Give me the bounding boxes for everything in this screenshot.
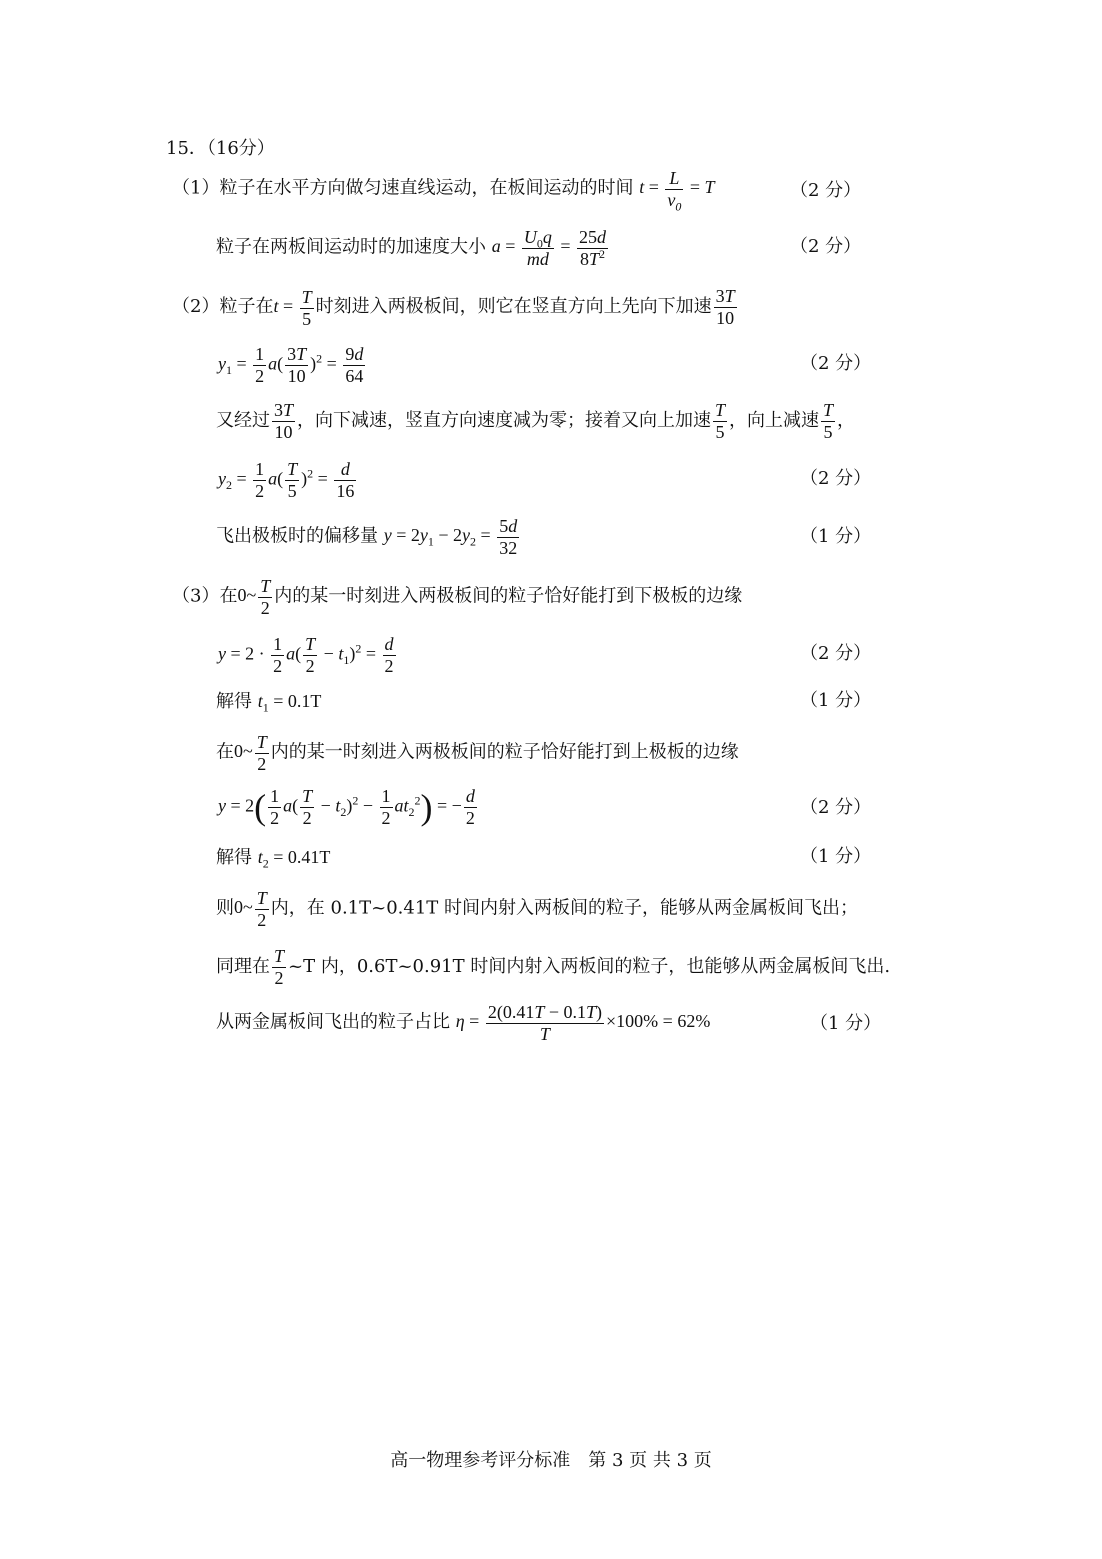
solve1-score: （1 分） (800, 690, 872, 711)
solve1-label: 解得 (216, 691, 252, 712)
accel-text: 粒子在两板间运动时的加速度大小 (216, 236, 486, 258)
eq2-score: （2 分） (800, 797, 872, 818)
then-b: 内，在 0.1T~0.41T 时间内射入两板间的粒子，能够从两金属板间飞出； (270, 897, 859, 919)
again-duration-1: $\frac{3T}{10}$ (274, 400, 294, 442)
ratio-result: ×100% = 62% (606, 1011, 711, 1032)
ratio-text: 从两金属板间飞出的粒子占比 (216, 1011, 450, 1033)
again-a: 又经过 (216, 410, 270, 432)
ratio-line (216, 1002, 710, 1044)
solve1-line: 解得 $t_1 = 0.1T$ (216, 691, 322, 715)
part3-text-c: 在 (216, 741, 234, 763)
solve2-score: （1 分） (800, 846, 872, 867)
again-duration-3: $\frac{T}{5}$ (823, 400, 834, 442)
part1-line2 (216, 227, 610, 269)
time-formula: t = $\frac{L}{v_0}$ = T (639, 168, 715, 214)
same-a: 同理在 (216, 956, 270, 978)
offset-line (216, 516, 521, 558)
again-duration-2: $\frac{T}{5}$ (715, 400, 726, 442)
y2-equation: $y_2$ = $\frac{1}{2}$ a( $\frac{T}{5}$ )$^2$ = $\frac{d}{16}$ (218, 459, 355, 501)
same-line: 同理在 $\frac{T}{2}$ ~T 内，0.6T~0.91T 时间内射入两板间的粒子，也能够从两金属板间飞出. (216, 946, 891, 988)
y1-score: （2 分） (800, 353, 872, 374)
ratio-formula: η = $\frac{2(0.41T - 0.1T)}{T}$ ×100% = 62% (455, 1002, 711, 1044)
again-b: ，向下减速，竖直方向速度减为零；接着又向上加速 (297, 410, 712, 432)
part3-line1: （3）在0~ $\frac{T}{2}$ 内的某一时刻进入两极板间的粒子恰好能打到下极板的边缘 (172, 576, 743, 618)
part2-label: （2） (172, 296, 220, 318)
eq1-score: （2 分） (800, 643, 872, 664)
ratio-score: （1 分） (810, 1013, 882, 1034)
solve1-value: = 0.1T (273, 691, 322, 711)
part1-line1 (172, 168, 715, 214)
part1-label: （1） (172, 177, 220, 199)
solve2-label: 解得 (216, 847, 252, 868)
question-header: 15．（16分） (166, 138, 275, 159)
part2-again-line (216, 400, 855, 442)
part3-line-upper: 在0~ $\frac{T}{2}$ 内的某一时刻进入两极板间的粒子恰好能打到上极板的边缘 (216, 732, 739, 774)
lower-edge-equation: y = 2 · $\frac{1}{2}$ a( $\frac{T}{2}$ − $t_1)^2$ = $\frac{d}{2}$ (218, 634, 394, 676)
part2-line1 (172, 286, 739, 329)
offset-score: （1 分） (800, 526, 872, 547)
upper-edge-equation: y = 2( $\frac{1}{2}$ a( $\frac{T}{2}$ − $t_2)^2$ − $\frac{1}{2}$ $at_2^2$) = − $\frac{d}{2}$ (218, 786, 475, 828)
accel-formula: a = $\frac{U_0q}{md}$ = $\frac{25d}{8T^2}$ (491, 227, 607, 269)
then-a: 则 (216, 897, 234, 919)
part3-text-b: 内的某一时刻进入两极板间的粒子恰好能打到下极板的边缘 (274, 585, 743, 607)
again-c: ，向上减速 (729, 410, 820, 432)
part1-text: 粒子在水平方向做匀速直线运动，在板间运动的时间 (219, 177, 634, 199)
part3-text-a: 在 (219, 585, 238, 607)
part2-text-a: 粒子在 (219, 296, 274, 318)
page-footer: 高一物理参考评分标准 第 3 页 共 3 页 (390, 1450, 712, 1471)
part3-text-d: 内的某一时刻进入两极板间的粒子恰好能打到上极板的边缘 (270, 741, 739, 763)
part2-text-b: 时刻进入两极板间，则它在竖直方向上先向下加速 (315, 296, 712, 318)
part3-label: （3） (172, 585, 220, 607)
offset-formula: $y = 2y_1 - 2y_2$ = $\frac{5d}{32}$ (383, 516, 518, 558)
same-b: ~T 内，0.6T~0.91T 时间内射入两板间的粒子，也能够从两金属板间飞出. (288, 956, 891, 978)
entry-time-formula: t = $\frac{T}{5}$ (273, 286, 312, 329)
offset-text: 飞出极板时的偏移量 (216, 525, 378, 547)
y2-score: （2 分） (800, 468, 872, 489)
part1-line2-score: （2 分） (790, 236, 862, 257)
then-line: 则0~ $\frac{T}{2}$ 内，在 0.1T~0.41T 时间内射入两板间的粒子，能够从两金属板间飞出； (216, 888, 859, 930)
solve2-value: = 0.41T (273, 847, 331, 867)
y1-equation: $y_1$ = $\frac{1}{2}$ a( $\frac{3T}{10}$ )$^2$ = $\frac{9d}{64}$ (218, 344, 364, 386)
part1-score: （2 分） (790, 180, 862, 201)
accel-duration: $\frac{3T}{10}$ (715, 286, 735, 328)
again-d: ， (837, 410, 856, 432)
solve2-line: 解得 $t_2 = 0.41T$ (216, 847, 331, 871)
